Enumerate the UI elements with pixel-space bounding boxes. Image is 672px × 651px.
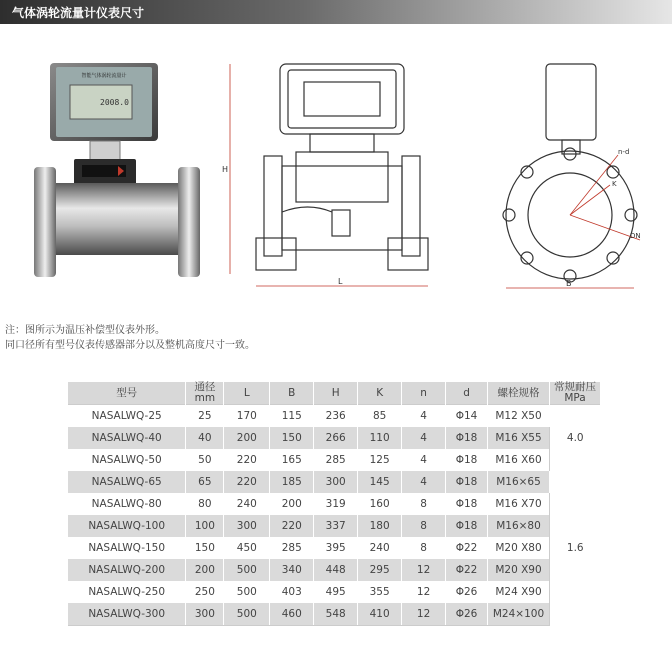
- cell-l: 500: [224, 559, 270, 581]
- cell-k: 355: [358, 581, 402, 603]
- cell-h: 266: [314, 427, 358, 449]
- cell-dn: 150: [186, 537, 224, 559]
- panel-label: 智能气体涡轮流量计: [81, 73, 127, 79]
- table-row: [68, 537, 601, 559]
- cell-model: NASALWQ-300: [68, 603, 186, 626]
- cell-l: 220: [224, 449, 270, 471]
- cell-k: 295: [358, 559, 402, 581]
- cell-h: 448: [314, 559, 358, 581]
- cell-d: Φ18: [446, 471, 488, 493]
- cell-n: 8: [402, 515, 446, 537]
- notes: [5, 323, 255, 353]
- header-dn: 通径 mm: [186, 382, 224, 405]
- cell-b: 460: [270, 603, 314, 626]
- table-row: [68, 603, 601, 626]
- cell-bolt: M16 X55: [488, 427, 550, 449]
- cell-d: Φ14: [446, 405, 488, 428]
- cell-b: 150: [270, 427, 314, 449]
- cell-bolt: M16×65: [488, 471, 550, 493]
- dimension-nd-label: n-d: [618, 148, 630, 156]
- cell-n: 4: [402, 471, 446, 493]
- cell-n: 8: [402, 537, 446, 559]
- cell-k: 240: [358, 537, 402, 559]
- cell-model: NASALWQ-65: [68, 471, 186, 493]
- cell-dn: 300: [186, 603, 224, 626]
- cell-pressure: 1.6: [549, 471, 600, 626]
- cell-d: Φ22: [446, 537, 488, 559]
- dimension-k-label: K: [612, 180, 617, 188]
- cell-h: 337: [314, 515, 358, 537]
- front-view-drawing: [218, 62, 448, 294]
- cell-k: 85: [358, 405, 402, 428]
- cell-dn: 25: [186, 405, 224, 428]
- table-row: [68, 581, 601, 603]
- cell-dn: 50: [186, 449, 224, 471]
- cell-model: NASALWQ-50: [68, 449, 186, 471]
- cell-b: 285: [270, 537, 314, 559]
- cell-b: 165: [270, 449, 314, 471]
- dimension-l-label: L: [338, 277, 343, 286]
- cell-l: 300: [224, 515, 270, 537]
- cell-d: Φ18: [446, 427, 488, 449]
- cell-l: 500: [224, 603, 270, 626]
- cell-h: 300: [314, 471, 358, 493]
- cell-b: 403: [270, 581, 314, 603]
- cell-d: Φ18: [446, 515, 488, 537]
- header-h: H: [314, 382, 358, 405]
- table-row: [68, 427, 601, 449]
- cell-k: 145: [358, 471, 402, 493]
- cell-bolt: M24×100: [488, 603, 550, 626]
- header-n: n: [402, 382, 446, 405]
- cell-l: 450: [224, 537, 270, 559]
- cell-d: Φ26: [446, 581, 488, 603]
- note-line-1: 注：图所示为温压补偿型仪表外形。: [5, 325, 165, 336]
- cell-n: 4: [402, 405, 446, 428]
- cell-dn: 200: [186, 559, 224, 581]
- table-row: [68, 449, 601, 471]
- cell-dn: 65: [186, 471, 224, 493]
- cell-b: 185: [270, 471, 314, 493]
- cell-h: 395: [314, 537, 358, 559]
- cell-model: NASALWQ-200: [68, 559, 186, 581]
- lcd-value: 2008.0: [100, 98, 129, 107]
- cell-dn: 250: [186, 581, 224, 603]
- product-photo: [28, 55, 208, 290]
- cell-l: 500: [224, 581, 270, 603]
- cell-k: 410: [358, 603, 402, 626]
- dimension-h-label: H: [222, 165, 229, 174]
- table-row: [68, 515, 601, 537]
- cell-b: 220: [270, 515, 314, 537]
- dimension-table: [68, 382, 601, 626]
- cell-model: NASALWQ-100: [68, 515, 186, 537]
- cell-h: 319: [314, 493, 358, 515]
- cell-d: Φ18: [446, 493, 488, 515]
- cell-dn: 100: [186, 515, 224, 537]
- cell-model: NASALWQ-80: [68, 493, 186, 515]
- cell-n: 12: [402, 559, 446, 581]
- cell-d: Φ22: [446, 559, 488, 581]
- cell-h: 236: [314, 405, 358, 428]
- cell-model: NASALWQ-25: [68, 405, 186, 428]
- cell-bolt: M20 X90: [488, 559, 550, 581]
- cell-n: 4: [402, 427, 446, 449]
- cell-n: 4: [402, 449, 446, 471]
- cell-k: 110: [358, 427, 402, 449]
- cell-bolt: M16×80: [488, 515, 550, 537]
- header-b: B: [270, 382, 314, 405]
- cell-n: 8: [402, 493, 446, 515]
- cell-model: NASALWQ-150: [68, 537, 186, 559]
- cell-model: NASALWQ-250: [68, 581, 186, 603]
- header-pressure: 常规耐压 MPa: [549, 382, 600, 405]
- table-row: [68, 405, 601, 428]
- table-row: [68, 559, 601, 581]
- cell-l: 240: [224, 493, 270, 515]
- cell-bolt: M12 X50: [488, 405, 550, 428]
- section-title-bar: [0, 0, 672, 24]
- cell-l: 220: [224, 471, 270, 493]
- cell-b: 200: [270, 493, 314, 515]
- cell-b: 340: [270, 559, 314, 581]
- dimension-dn-label: DN: [630, 232, 641, 240]
- cell-bolt: M24 X90: [488, 581, 550, 603]
- cell-h: 285: [314, 449, 358, 471]
- cell-n: 12: [402, 581, 446, 603]
- header-d: d: [446, 382, 488, 405]
- cell-d: Φ26: [446, 603, 488, 626]
- table-row: [68, 471, 601, 493]
- table-header-row: [68, 382, 601, 405]
- cell-bolt: M20 X80: [488, 537, 550, 559]
- header-k: K: [358, 382, 402, 405]
- cell-bolt: M16 X60: [488, 449, 550, 471]
- table-body: [68, 405, 601, 626]
- cell-k: 180: [358, 515, 402, 537]
- cell-l: 170: [224, 405, 270, 428]
- cell-model: NASALWQ-40: [68, 427, 186, 449]
- cell-pressure: 4.0: [549, 405, 600, 472]
- table-row: [68, 493, 601, 515]
- cell-k: 125: [358, 449, 402, 471]
- dimension-b-label: B: [566, 279, 572, 288]
- side-view-drawing: [490, 62, 650, 294]
- header-l: L: [224, 382, 270, 405]
- header-bolt: 螺栓规格: [488, 382, 550, 405]
- note-line-2: 同口径所有型号仪表传感器部分以及整机高度尺寸一致。: [5, 340, 255, 351]
- cell-b: 115: [270, 405, 314, 428]
- cell-dn: 40: [186, 427, 224, 449]
- cell-k: 160: [358, 493, 402, 515]
- cell-h: 495: [314, 581, 358, 603]
- cell-dn: 80: [186, 493, 224, 515]
- cell-h: 548: [314, 603, 358, 626]
- header-model: 型号: [68, 382, 186, 405]
- cell-bolt: M16 X70: [488, 493, 550, 515]
- cell-d: Φ18: [446, 449, 488, 471]
- cell-n: 12: [402, 603, 446, 626]
- section-title: 气体涡轮流量计仪表尺寸: [12, 6, 145, 20]
- cell-l: 200: [224, 427, 270, 449]
